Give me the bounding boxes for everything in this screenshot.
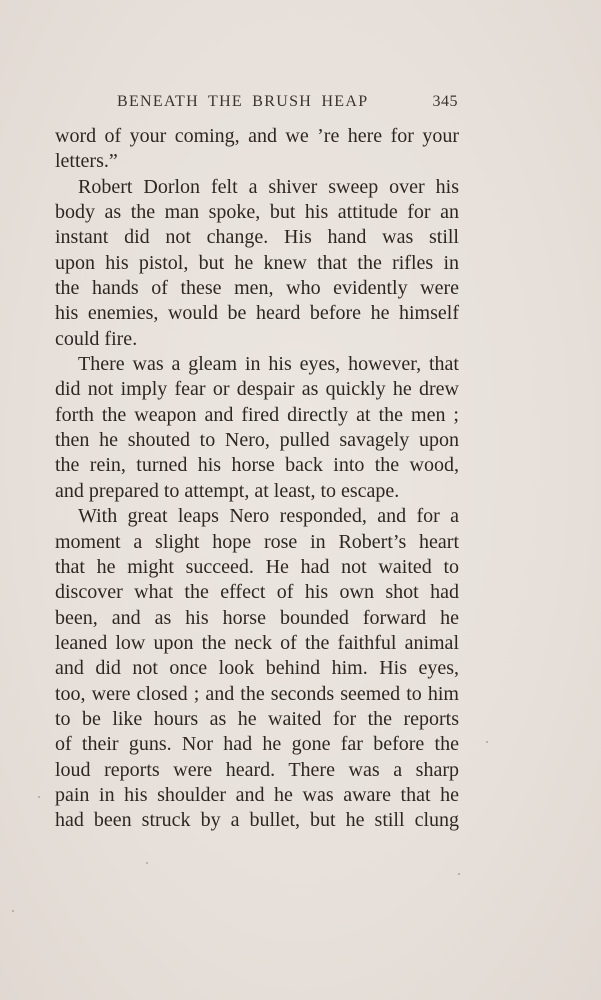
paper-speck: [458, 873, 460, 875]
text-line: body as the man spoke, but his attitude for an: [55, 201, 459, 224]
text-line: With great leaps Nero responded, and for a: [78, 505, 459, 528]
text-line: pain in his shoulder and he was aware that he: [55, 783, 459, 806]
text-line: upon his pistol, but he knew that the rifles in: [55, 251, 459, 274]
running-head: [117, 93, 458, 113]
text-line: discover what the effect of his own shot had: [55, 581, 459, 604]
text-line: Robert Dorlon felt a shiver sweep over his: [78, 175, 459, 198]
paper-speck: [146, 862, 148, 864]
running-head-title: BENEATH THE BRUSH HEAP: [117, 93, 369, 110]
text-line: loud reports were heard. There was a sharp: [55, 758, 459, 781]
text-line: moment a slight hope rose in Robert’s heart: [55, 530, 459, 553]
text-line: been, and as his horse bounded forward he: [55, 606, 459, 629]
text-line: to be like hours as he waited for the reports: [55, 707, 459, 730]
paper-speck: [38, 796, 40, 798]
text-line: too, were closed ; and the seconds seemed to him: [55, 682, 459, 705]
text-line: that he might succeed. He had not waited to: [55, 555, 459, 578]
text-line: There was a gleam in his eyes, however, that: [78, 353, 459, 376]
paper-speck: [12, 910, 14, 912]
text-line: word of your coming, and we ’re here for your: [55, 125, 459, 147]
text-line: forth the weapon and fired directly at the men ;: [55, 403, 459, 426]
text-line: could fire.: [55, 327, 138, 350]
paper-speck: [486, 741, 488, 743]
body-text: [55, 124, 459, 834]
text-line: and prepared to attempt, at least, to escape.: [55, 479, 400, 502]
text-line: leaned low upon the neck of the faithful animal: [55, 631, 459, 654]
text-line: then he shouted to Nero, pulled savagely upon: [55, 429, 459, 452]
text-line: his enemies, would be heard before he himself: [55, 302, 459, 325]
text-line: and did not once look behind him. His eyes,: [55, 657, 459, 680]
text-line: had been struck by a bullet, but he still clung: [55, 809, 459, 832]
text-line: letters.”: [55, 150, 118, 173]
text-line: did not imply fear or despair as quickly he drew: [55, 378, 459, 401]
text-line: the rein, turned his horse back into the wood,: [55, 454, 459, 477]
text-line: of their guns. Nor had he gone far before the: [55, 733, 459, 756]
text-line: instant did not change. His hand was still: [55, 226, 459, 249]
page-number: 345: [432, 93, 458, 110]
text-line: the hands of these men, who evidently were: [55, 277, 459, 300]
